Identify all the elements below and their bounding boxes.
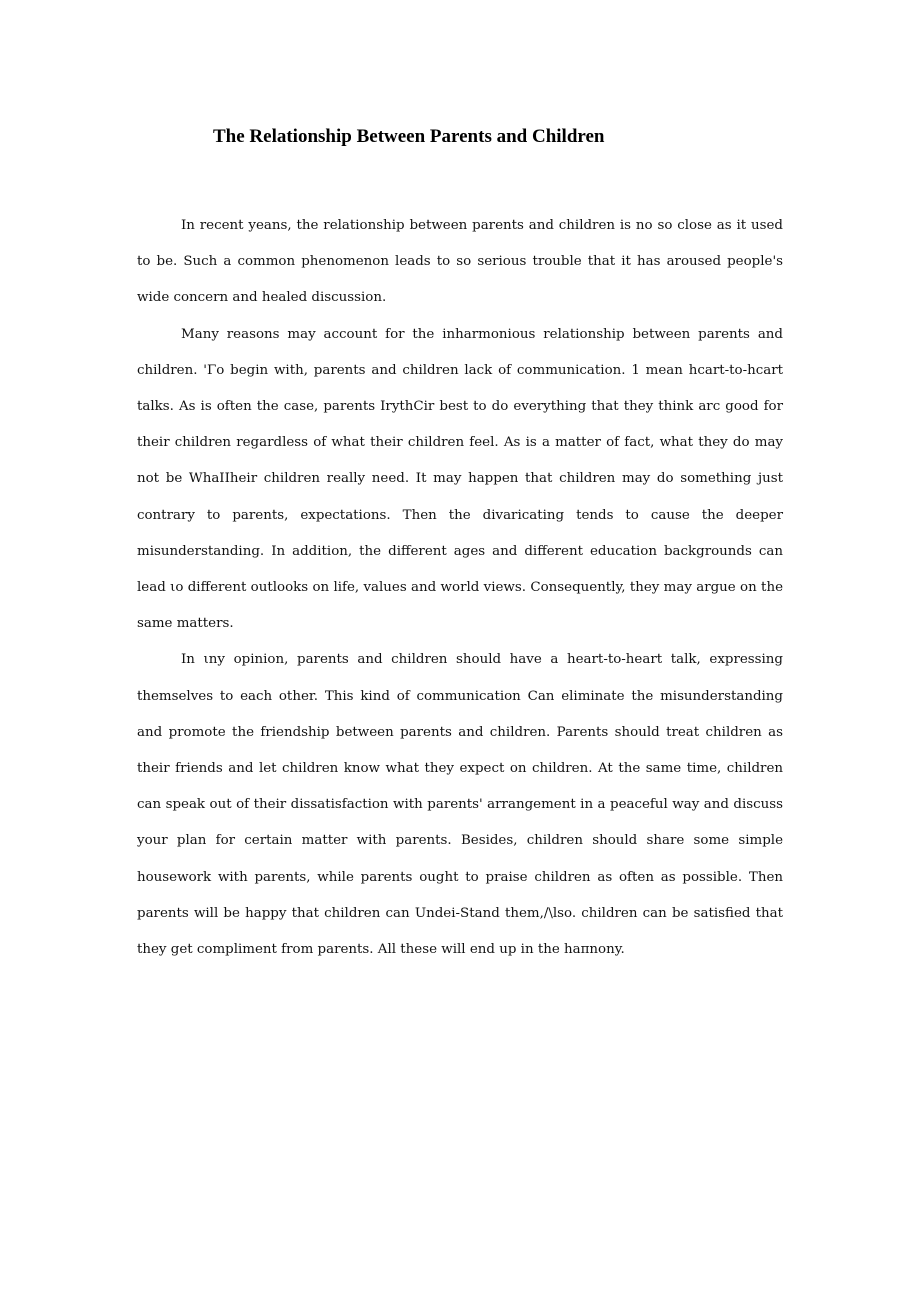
document-body bbox=[137, 208, 783, 968]
paragraph-introduction: In recent yeans, the relationship between parents and children is no so close as it used to be. Such a common phenomenon leads to so serious trouble that it has aroused people's wide concern and healed discussion. bbox=[137, 218, 783, 306]
paragraph-opinion: In ιny opinion, parents and children should have a heart-to-heart talk, expressing themselves to each other. This kind of communication Can eliminate the misunderstanding and promote the friendship between parents and children. Parents should treat children as their friends and let children know what they expect on children. At the same time, children can speak out of their dissatisfaction with parents' arrangement in a peaceful way and discuss your plan for certain matter with parents. Besides, children should share some simple housework with parents, while parents ought to praise children as often as possible. Then parents will be happy that children can Undei-Stand them,∕\lso. children can be satisfied that they get compliment from parents. All these will end up in the haπnony. bbox=[137, 652, 783, 958]
paragraph-reasons: Many reasons may account for the inharmonious relationship between parents and children. 'Γo begin with, parents and children lack of communication. 1 mean hcart-to-hcart talks. As is often the case, parents IrythCir best to do everything that they think arc good for their children regardless of what their children feel. As is a matter of fact, what they do may not be WhaIIheir children really need. It may happen that children may do something just contrary to parents, expectations. Then the divaricating tends to cause the deeper misunderstanding. In addition, the different ages and different education backgrounds can lead ιo different outlooks on life, values and world views. Consequently, they may argue on the same matters. bbox=[137, 326, 783, 632]
document-title: The Relationship Between Parents and Children bbox=[213, 126, 605, 147]
